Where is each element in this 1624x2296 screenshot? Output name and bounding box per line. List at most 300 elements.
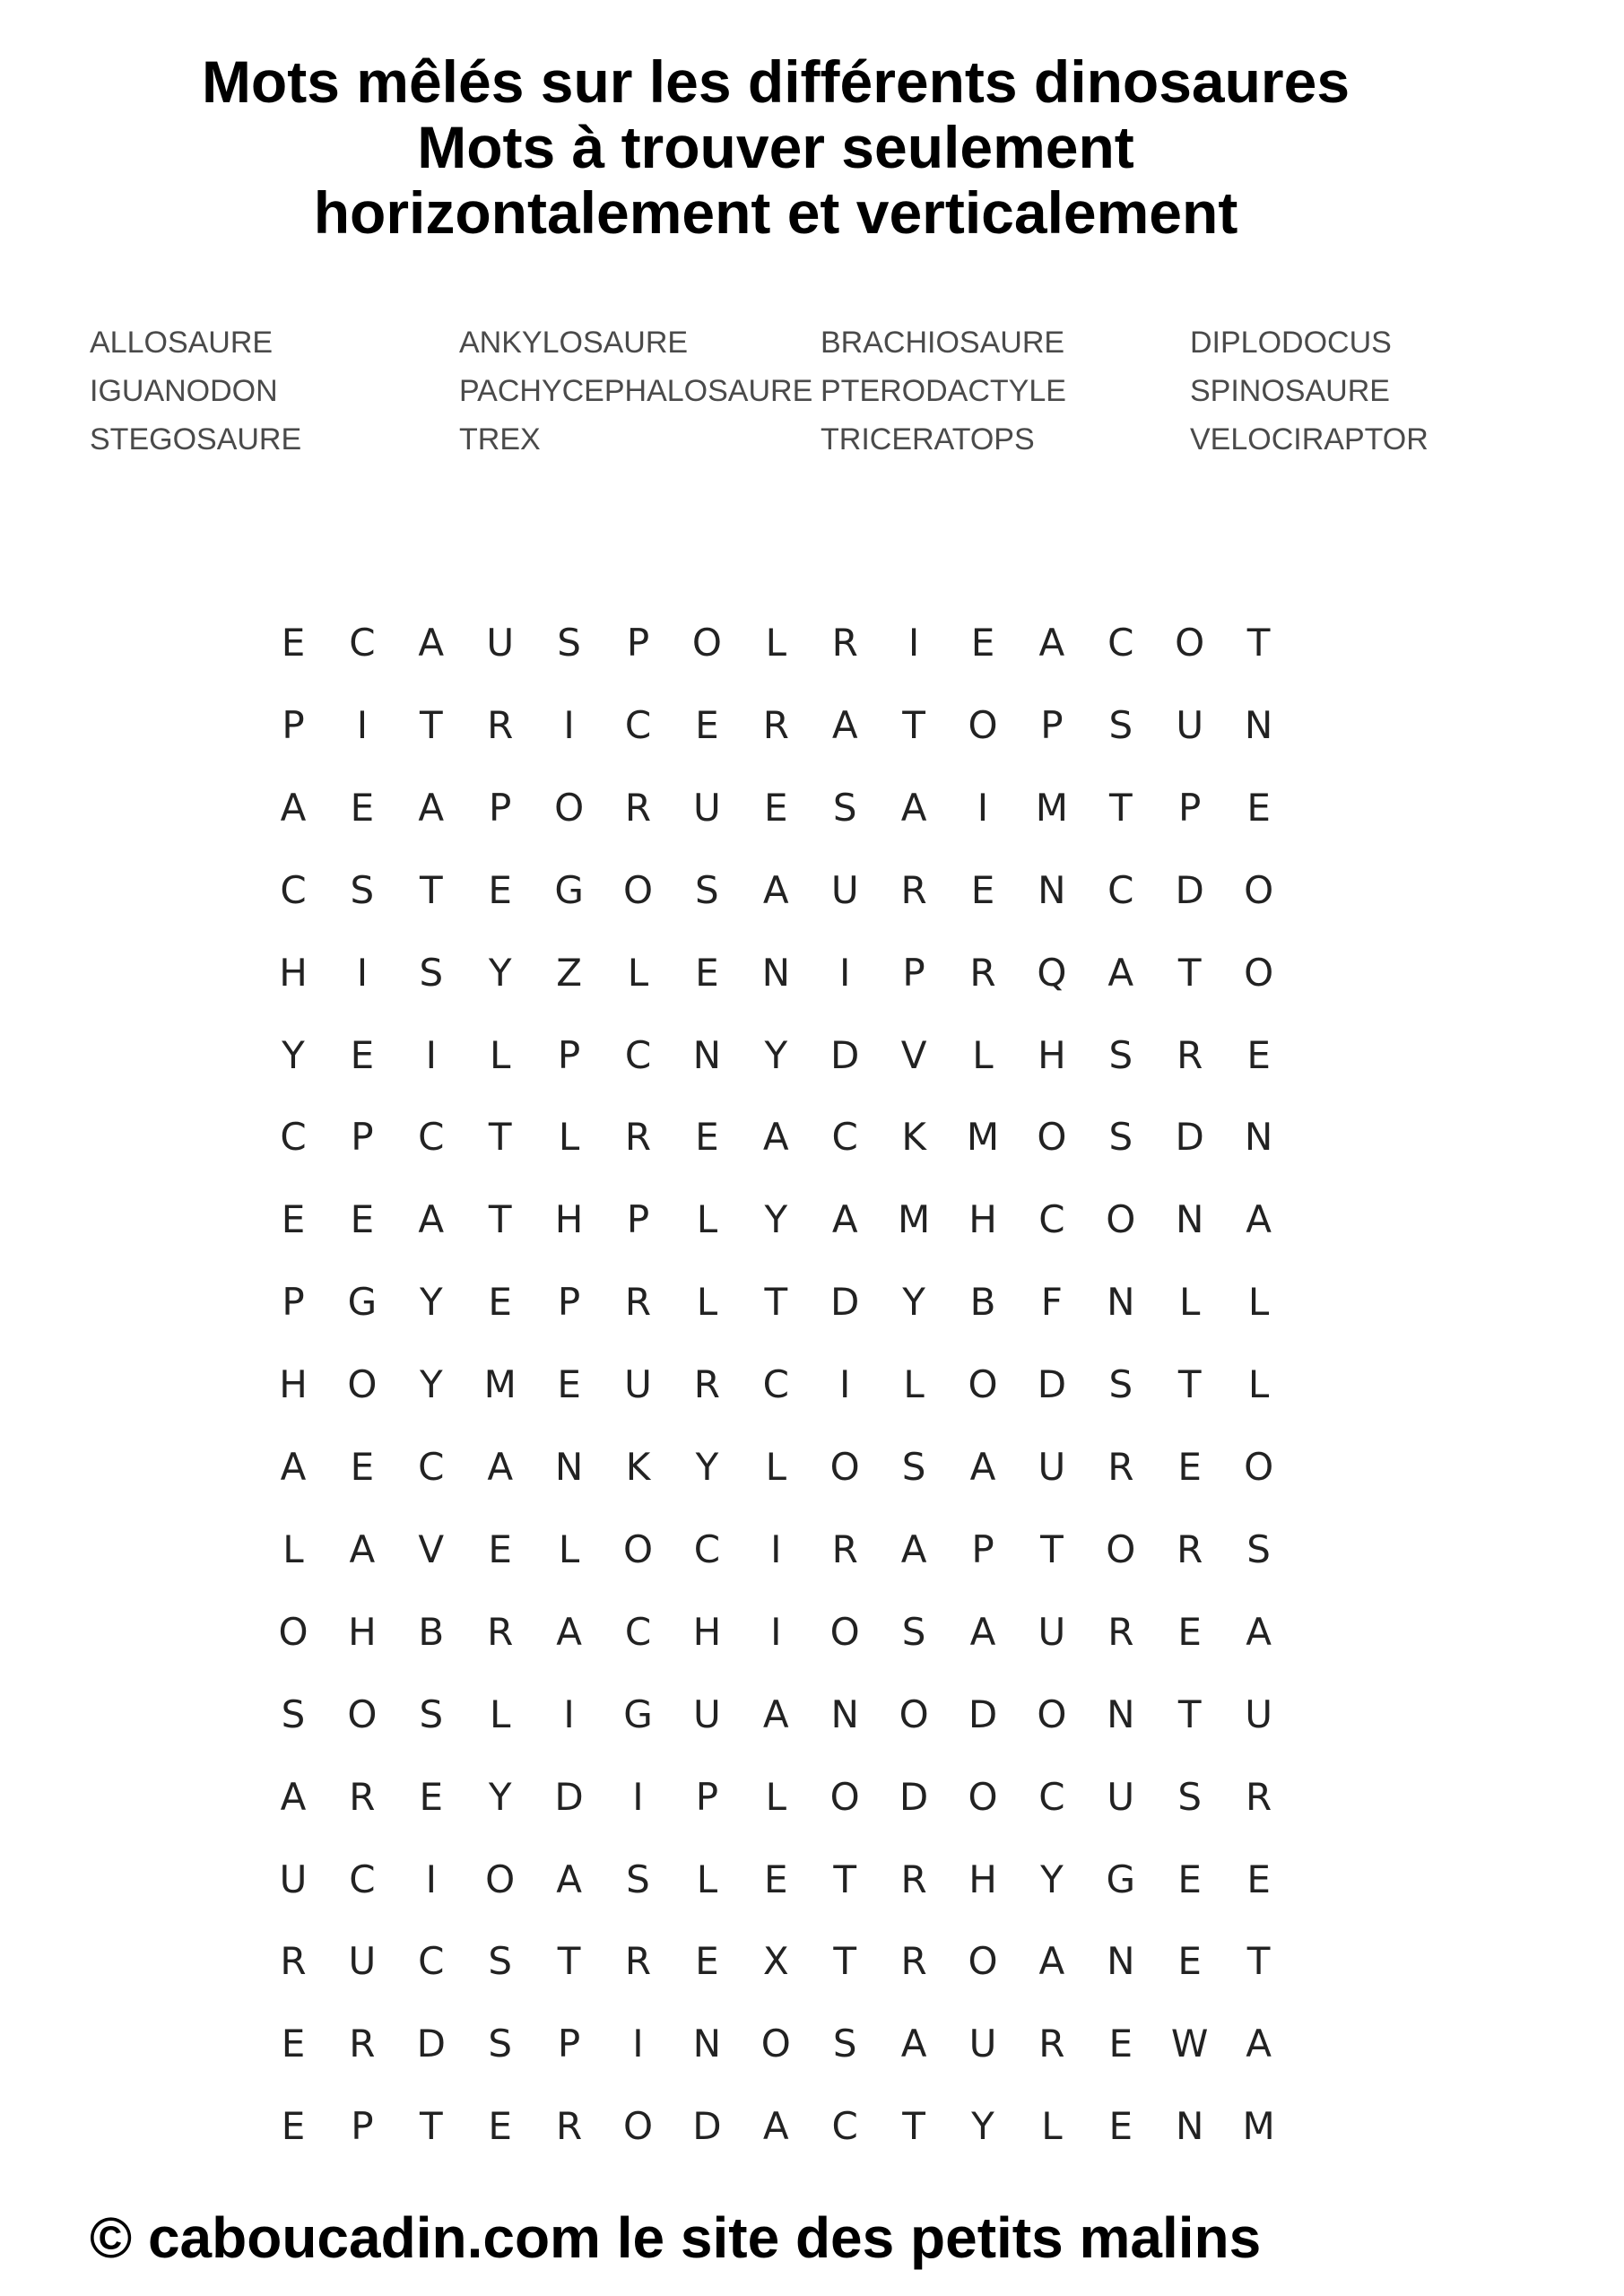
grid-cell: O bbox=[622, 867, 654, 912]
grid-cell: S bbox=[695, 867, 719, 912]
grid-cell: T bbox=[1108, 785, 1133, 830]
grid-cell: E bbox=[1246, 1032, 1271, 1077]
grid-cell: S bbox=[626, 1857, 650, 1901]
grid-cell: A bbox=[280, 785, 307, 830]
grid-cell: L bbox=[1041, 2104, 1063, 2149]
grid-cell: O bbox=[347, 1692, 378, 1736]
grid-cell: D bbox=[899, 1774, 929, 1819]
grid-cell: L bbox=[282, 1526, 304, 1571]
grid-cell: A bbox=[1038, 621, 1065, 665]
grid-cell: R bbox=[831, 1526, 858, 1571]
grid-cell: O bbox=[968, 1774, 998, 1819]
grid-cell: O bbox=[1175, 621, 1205, 665]
grid-cell: P bbox=[557, 1032, 581, 1077]
grid-cell: P bbox=[1040, 702, 1064, 747]
grid-cell: I bbox=[356, 702, 369, 747]
grid-cell: U bbox=[1245, 1692, 1272, 1736]
grid-cell: L bbox=[972, 1032, 994, 1077]
grid-cell: E bbox=[970, 867, 995, 912]
grid-cell: T bbox=[488, 1115, 512, 1160]
grid-cell: A bbox=[556, 1609, 582, 1654]
grid-cell: L bbox=[696, 1197, 718, 1242]
grid-cell: P bbox=[282, 1280, 305, 1325]
grid-cell: N bbox=[554, 1445, 584, 1489]
grid-cell: M bbox=[1035, 785, 1069, 830]
grid-cell: A bbox=[762, 867, 789, 912]
grid-cell: A bbox=[762, 1692, 789, 1736]
grid-cell: R bbox=[900, 1857, 927, 1901]
grid-cell: Y bbox=[764, 1032, 788, 1077]
grid-cell: E bbox=[281, 621, 306, 665]
grid-cell: Y bbox=[419, 1362, 443, 1407]
word-item: PTERODACTYLE bbox=[821, 374, 1066, 408]
grid-cell: R bbox=[487, 702, 514, 747]
title-line-2: Mots à trouver seulement bbox=[417, 114, 1134, 180]
grid-cell: C bbox=[280, 1115, 307, 1160]
grid-cell: O bbox=[829, 1445, 860, 1489]
grid-cell: E bbox=[350, 1032, 375, 1077]
grid-cell: C bbox=[831, 1115, 858, 1160]
word-item: ALLOSAURE bbox=[90, 326, 274, 360]
grid-cell: K bbox=[625, 1445, 651, 1489]
grid-cell: L bbox=[1247, 1280, 1270, 1325]
grid-cell: A bbox=[969, 1609, 996, 1654]
grid-cell: A bbox=[1246, 1197, 1272, 1242]
grid-cell: O bbox=[829, 1609, 860, 1654]
grid-cell: T bbox=[419, 867, 443, 912]
grid-cell: R bbox=[624, 1939, 652, 1984]
grid-cell: I bbox=[908, 621, 920, 665]
grid-cell: Y bbox=[902, 1280, 925, 1325]
grid-cell: R bbox=[487, 1609, 514, 1654]
grid-cell: N bbox=[1244, 1115, 1273, 1160]
grid-cell: E bbox=[1177, 1609, 1202, 1654]
grid-cell: H bbox=[279, 950, 308, 995]
grid-cell: Z bbox=[556, 950, 582, 995]
grid-cell: A bbox=[556, 1857, 582, 1901]
grid-cell: T bbox=[902, 2104, 925, 2149]
grid-cell: I bbox=[425, 1032, 437, 1077]
grid-cell: S bbox=[1108, 1362, 1133, 1407]
grid-cell: R bbox=[624, 1280, 652, 1325]
word-item: DIPLODOCUS bbox=[1190, 326, 1392, 360]
grid-cell: C bbox=[693, 1526, 721, 1571]
grid-cell: R bbox=[1038, 2022, 1065, 2066]
grid-cell: M bbox=[897, 1197, 931, 1242]
grid-cell: T bbox=[1040, 1526, 1064, 1571]
grid-cell: L bbox=[765, 1774, 786, 1819]
grid-cell: B bbox=[969, 1280, 996, 1325]
grid-cell: U bbox=[624, 1362, 652, 1407]
grid-cell: P bbox=[351, 2104, 374, 2149]
grid-cell: U bbox=[693, 785, 721, 830]
grid-cell: R bbox=[1107, 1445, 1134, 1489]
grid-cell: A bbox=[1246, 2022, 1272, 2066]
grid-cell: L bbox=[489, 1032, 511, 1077]
grid-cell: M bbox=[483, 1362, 517, 1407]
grid-cell: M bbox=[966, 1115, 1000, 1160]
grid-cell: C bbox=[418, 1445, 445, 1489]
grid-cell: I bbox=[356, 950, 369, 995]
grid-cell: A bbox=[1107, 950, 1134, 995]
grid-cell: I bbox=[425, 1857, 437, 1901]
grid-cell: P bbox=[282, 702, 305, 747]
grid-cell: T bbox=[1177, 1362, 1202, 1407]
grid-cell: A bbox=[349, 1526, 376, 1571]
grid-cell: H bbox=[692, 1609, 722, 1654]
grid-cell: D bbox=[830, 1280, 860, 1325]
grid-cell: T bbox=[902, 702, 925, 747]
grid-cell: O bbox=[347, 1362, 378, 1407]
grid-cell: O bbox=[1244, 867, 1274, 912]
grid-cell: U bbox=[693, 1692, 721, 1736]
grid-cell: L bbox=[696, 1280, 718, 1325]
grid-cell: L bbox=[903, 1362, 925, 1407]
grid-cell: Y bbox=[488, 950, 512, 995]
grid-cell: S bbox=[419, 1692, 444, 1736]
grid-cell: A bbox=[900, 785, 927, 830]
grid-cell: G bbox=[623, 1692, 653, 1736]
title-line-3: horizontalement et verticalement bbox=[313, 179, 1238, 246]
grid-cell: P bbox=[626, 621, 650, 665]
grid-cell: R bbox=[349, 1774, 376, 1819]
word-item: IGUANODON bbox=[90, 374, 278, 408]
grid-cell: C bbox=[624, 1032, 652, 1077]
grid-cell: C bbox=[1038, 1774, 1065, 1819]
grid-cell: F bbox=[1040, 1280, 1063, 1325]
grid-cell: E bbox=[281, 1197, 306, 1242]
grid-cell: C bbox=[624, 1609, 652, 1654]
grid-cell: A bbox=[831, 702, 858, 747]
grid-cell: A bbox=[831, 1197, 858, 1242]
grid-cell: B bbox=[418, 1609, 445, 1654]
grid-cell: A bbox=[280, 1774, 307, 1819]
grid-cell: O bbox=[968, 1939, 998, 1984]
grid-cell: T bbox=[1177, 1692, 1202, 1736]
grid-cell: Y bbox=[282, 1032, 305, 1077]
grid-cell: R bbox=[693, 1362, 720, 1407]
grid-cell: T bbox=[1177, 950, 1202, 995]
grid-cell: E bbox=[695, 702, 719, 747]
grid-cell: R bbox=[624, 785, 652, 830]
grid-cell: E bbox=[1177, 1857, 1202, 1901]
grid-cell: O bbox=[760, 2022, 791, 2066]
grid-cell: N bbox=[830, 1692, 859, 1736]
grid-cell: G bbox=[347, 1280, 378, 1325]
grid-cell: S bbox=[832, 785, 857, 830]
grid-cell: S bbox=[281, 1692, 306, 1736]
grid-cell: E bbox=[488, 2104, 512, 2149]
grid-cell: H bbox=[554, 1197, 584, 1242]
grid-cell: G bbox=[554, 867, 584, 912]
word-item: PACHYCEPHALOSAURE bbox=[459, 374, 813, 408]
grid-cell: A bbox=[900, 1526, 927, 1571]
grid-cell: U bbox=[1038, 1445, 1066, 1489]
grid-cell: U bbox=[1107, 1774, 1135, 1819]
grid-cell: T bbox=[833, 1939, 857, 1984]
grid-cell: S bbox=[1108, 1115, 1133, 1160]
grid-cell: O bbox=[1244, 1445, 1274, 1489]
grid-cell: D bbox=[1037, 1362, 1067, 1407]
grid-cell: T bbox=[419, 702, 443, 747]
grid-cell: E bbox=[488, 1280, 512, 1325]
grid-cell: D bbox=[968, 1692, 998, 1736]
grid-cell: U bbox=[486, 621, 515, 665]
grid-cell: T bbox=[1246, 1939, 1271, 1984]
grid-cell: A bbox=[280, 1445, 307, 1489]
grid-cell: S bbox=[832, 2022, 857, 2066]
grid-cell: S bbox=[1246, 1526, 1271, 1571]
grid-cell: A bbox=[418, 621, 445, 665]
grid-cell: A bbox=[418, 785, 445, 830]
grid-cell: E bbox=[764, 1857, 788, 1901]
grid-cell: O bbox=[829, 1774, 860, 1819]
grid-cell: N bbox=[1175, 2104, 1204, 2149]
grid-cell: D bbox=[1175, 1115, 1204, 1160]
grid-cell: L bbox=[696, 1857, 718, 1901]
grid-cell: L bbox=[558, 1526, 580, 1571]
grid-cell: E bbox=[350, 1445, 375, 1489]
grid-cell: H bbox=[968, 1197, 997, 1242]
grid-cell: Y bbox=[971, 2104, 994, 2149]
grid-cell: O bbox=[622, 1526, 654, 1571]
grid-cell: L bbox=[765, 1445, 786, 1489]
grid-cell: D bbox=[416, 2022, 446, 2066]
grid-cell: E bbox=[419, 1774, 444, 1819]
grid-cell: R bbox=[349, 2022, 376, 2066]
grid-cell: N bbox=[1244, 702, 1273, 747]
grid-cell: E bbox=[764, 785, 788, 830]
grid-cell: L bbox=[489, 1692, 511, 1736]
grid-cell: S bbox=[419, 950, 444, 995]
grid-cell: K bbox=[901, 1115, 926, 1160]
grid-cell: C bbox=[349, 1857, 376, 1901]
grid-cell: D bbox=[554, 1774, 584, 1819]
grid-cell: P bbox=[626, 1197, 650, 1242]
grid-cell: I bbox=[563, 702, 575, 747]
grid-cell: T bbox=[1246, 621, 1271, 665]
grid-cell: A bbox=[1246, 1609, 1272, 1654]
grid-cell: E bbox=[281, 2022, 306, 2066]
grid-cell: C bbox=[280, 867, 307, 912]
grid-cell: I bbox=[563, 1692, 575, 1736]
grid-cell: A bbox=[969, 1445, 996, 1489]
grid-cell: E bbox=[557, 1362, 581, 1407]
grid-cell: E bbox=[350, 1197, 375, 1242]
grid-cell: U bbox=[1038, 1609, 1066, 1654]
footer-copyright: © caboucadin.com le site des petits malins bbox=[90, 2205, 1262, 2270]
grid-cell: S bbox=[488, 2022, 513, 2066]
grid-cell: E bbox=[350, 785, 375, 830]
grid-cell: O bbox=[1106, 1526, 1136, 1571]
grid-cell: O bbox=[968, 702, 998, 747]
grid-cell: O bbox=[691, 621, 722, 665]
grid-cell: R bbox=[1246, 1774, 1272, 1819]
grid-cell: O bbox=[1244, 950, 1274, 995]
grid-cell: N bbox=[1107, 1280, 1135, 1325]
grid-cell: L bbox=[1178, 1280, 1201, 1325]
grid-cell: N bbox=[1107, 1939, 1135, 1984]
grid-cell: T bbox=[419, 2104, 443, 2149]
grid-cell: O bbox=[1106, 1197, 1136, 1242]
grid-cell: R bbox=[556, 2104, 583, 2149]
grid-cell: Y bbox=[1040, 1857, 1064, 1901]
grid-cell: I bbox=[770, 1609, 782, 1654]
grid-cell: H bbox=[968, 1857, 997, 1901]
grid-cell: O bbox=[899, 1692, 929, 1736]
grid-cell: C bbox=[349, 621, 376, 665]
grid-cell: T bbox=[488, 1197, 512, 1242]
grid-cell: I bbox=[838, 1362, 851, 1407]
grid-cell: C bbox=[624, 702, 652, 747]
grid-cell: E bbox=[488, 1526, 512, 1571]
grid-cell: L bbox=[1247, 1362, 1270, 1407]
grid-cell: S bbox=[901, 1445, 926, 1489]
grid-cell: D bbox=[692, 2104, 722, 2149]
grid-cell: E bbox=[1246, 1857, 1271, 1901]
grid-cell: P bbox=[971, 1526, 994, 1571]
grid-cell: E bbox=[1177, 1939, 1202, 1984]
grid-cell: A bbox=[418, 1197, 445, 1242]
grid-cell: Y bbox=[695, 1445, 719, 1489]
grid-cell: N bbox=[1038, 867, 1066, 912]
word-item: TRICERATOPS bbox=[821, 422, 1035, 457]
grid-cell: U bbox=[279, 1857, 308, 1901]
grid-cell: O bbox=[554, 785, 585, 830]
grid-cell: S bbox=[901, 1609, 926, 1654]
grid-cell: E bbox=[695, 950, 719, 995]
grid-cell: Q bbox=[1037, 950, 1067, 995]
grid-cell: S bbox=[557, 621, 581, 665]
grid-cell: C bbox=[1038, 1197, 1065, 1242]
grid-cell: E bbox=[695, 1939, 719, 1984]
grid-cell: E bbox=[488, 867, 512, 912]
grid-cell: R bbox=[280, 1939, 307, 1984]
grid-cell: H bbox=[279, 1362, 308, 1407]
grid-cell: N bbox=[692, 1032, 722, 1077]
grid-cell: A bbox=[1038, 1939, 1065, 1984]
grid-cell: R bbox=[762, 702, 789, 747]
grid-cell: A bbox=[900, 2022, 927, 2066]
grid-cell: S bbox=[350, 867, 375, 912]
grid-cell: R bbox=[969, 950, 996, 995]
grid-cell: D bbox=[1175, 867, 1204, 912]
grid-cell: R bbox=[831, 621, 858, 665]
grid-cell: G bbox=[1106, 1857, 1136, 1901]
grid-cell: N bbox=[1175, 1197, 1204, 1242]
grid-cell: O bbox=[968, 1362, 998, 1407]
grid-cell: O bbox=[622, 2104, 654, 2149]
grid-cell: A bbox=[487, 1445, 514, 1489]
grid-cell: S bbox=[1108, 702, 1133, 747]
grid-cell: T bbox=[764, 1280, 788, 1325]
grid-cell: I bbox=[632, 1774, 644, 1819]
grid-cell: I bbox=[838, 950, 851, 995]
grid-cell: I bbox=[770, 1526, 782, 1571]
grid-cell: S bbox=[1108, 1032, 1133, 1077]
grid-cell: V bbox=[418, 1526, 445, 1571]
grid-cell: E bbox=[1108, 2104, 1133, 2149]
grid-cell: P bbox=[1178, 785, 1202, 830]
grid-cell: A bbox=[762, 1115, 789, 1160]
grid-cell: T bbox=[833, 1857, 857, 1901]
grid-cell: C bbox=[418, 1115, 445, 1160]
grid-cell: Y bbox=[764, 1197, 788, 1242]
grid-cell: H bbox=[348, 1609, 377, 1654]
word-item: SPINOSAURE bbox=[1190, 374, 1390, 408]
grid-cell: X bbox=[762, 1939, 789, 1984]
grid-cell: U bbox=[348, 1939, 377, 1984]
grid-cell: P bbox=[695, 1774, 719, 1819]
grid-cell: M bbox=[1242, 2104, 1275, 2149]
grid-cell: E bbox=[970, 621, 995, 665]
grid-cell: R bbox=[900, 1939, 927, 1984]
grid-cell: P bbox=[489, 785, 512, 830]
grid-cell: R bbox=[1107, 1609, 1134, 1654]
grid-cell: O bbox=[278, 1609, 308, 1654]
grid-cell: N bbox=[1107, 1692, 1135, 1736]
word-item: ANKYLOSAURE bbox=[459, 326, 689, 360]
grid-cell: H bbox=[1038, 1032, 1066, 1077]
grid-cell: E bbox=[695, 1115, 719, 1160]
grid-cell: R bbox=[1177, 1526, 1203, 1571]
grid-cell: E bbox=[1246, 785, 1271, 830]
grid-cell: C bbox=[762, 1362, 789, 1407]
grid-cell: U bbox=[968, 2022, 997, 2066]
grid-cell: Y bbox=[419, 1280, 443, 1325]
grid-cell: P bbox=[351, 1115, 374, 1160]
grid-cell: Y bbox=[488, 1774, 512, 1819]
word-item: BRACHIOSAURE bbox=[821, 326, 1065, 360]
grid-cell: L bbox=[627, 950, 649, 995]
grid-cell: C bbox=[831, 2104, 858, 2149]
grid-cell: N bbox=[692, 2022, 722, 2066]
word-item: STEGOSAURE bbox=[90, 422, 302, 457]
grid-cell: L bbox=[765, 621, 786, 665]
grid-cell: C bbox=[1107, 867, 1134, 912]
title-line-1: Mots mêlés sur les différents dinosaures bbox=[201, 48, 1350, 115]
grid-cell: P bbox=[557, 1280, 581, 1325]
grid-cell: S bbox=[1177, 1774, 1203, 1819]
grid-cell: E bbox=[281, 2104, 306, 2149]
grid-cell: T bbox=[557, 1939, 581, 1984]
grid-cell: O bbox=[1037, 1115, 1067, 1160]
grid-cell: R bbox=[1177, 1032, 1203, 1077]
grid-cell: D bbox=[830, 1032, 860, 1077]
grid-cell: L bbox=[558, 1115, 580, 1160]
word-item: VELOCIRAPTOR bbox=[1190, 422, 1429, 457]
grid-cell: E bbox=[1177, 1445, 1202, 1489]
grid-cell: O bbox=[485, 1857, 516, 1901]
grid-cell: S bbox=[488, 1939, 513, 1984]
grid-cell: U bbox=[1176, 702, 1204, 747]
grid-cell: A bbox=[762, 2104, 789, 2149]
word-item: TREX bbox=[459, 422, 541, 457]
grid-cell: N bbox=[761, 950, 790, 995]
grid-cell: O bbox=[1037, 1692, 1067, 1736]
grid-cell: C bbox=[1107, 621, 1134, 665]
grid-cell: I bbox=[632, 2022, 644, 2066]
grid-cell: P bbox=[902, 950, 925, 995]
grid-cell: P bbox=[557, 2022, 581, 2066]
grid-cell: C bbox=[418, 1939, 445, 1984]
grid-cell: W bbox=[1170, 2022, 1209, 2066]
grid-cell: R bbox=[624, 1115, 652, 1160]
grid-cell: E bbox=[1108, 2022, 1133, 2066]
grid-cell: V bbox=[900, 1032, 927, 1077]
grid-cell: R bbox=[900, 867, 927, 912]
grid-cell: U bbox=[830, 867, 859, 912]
